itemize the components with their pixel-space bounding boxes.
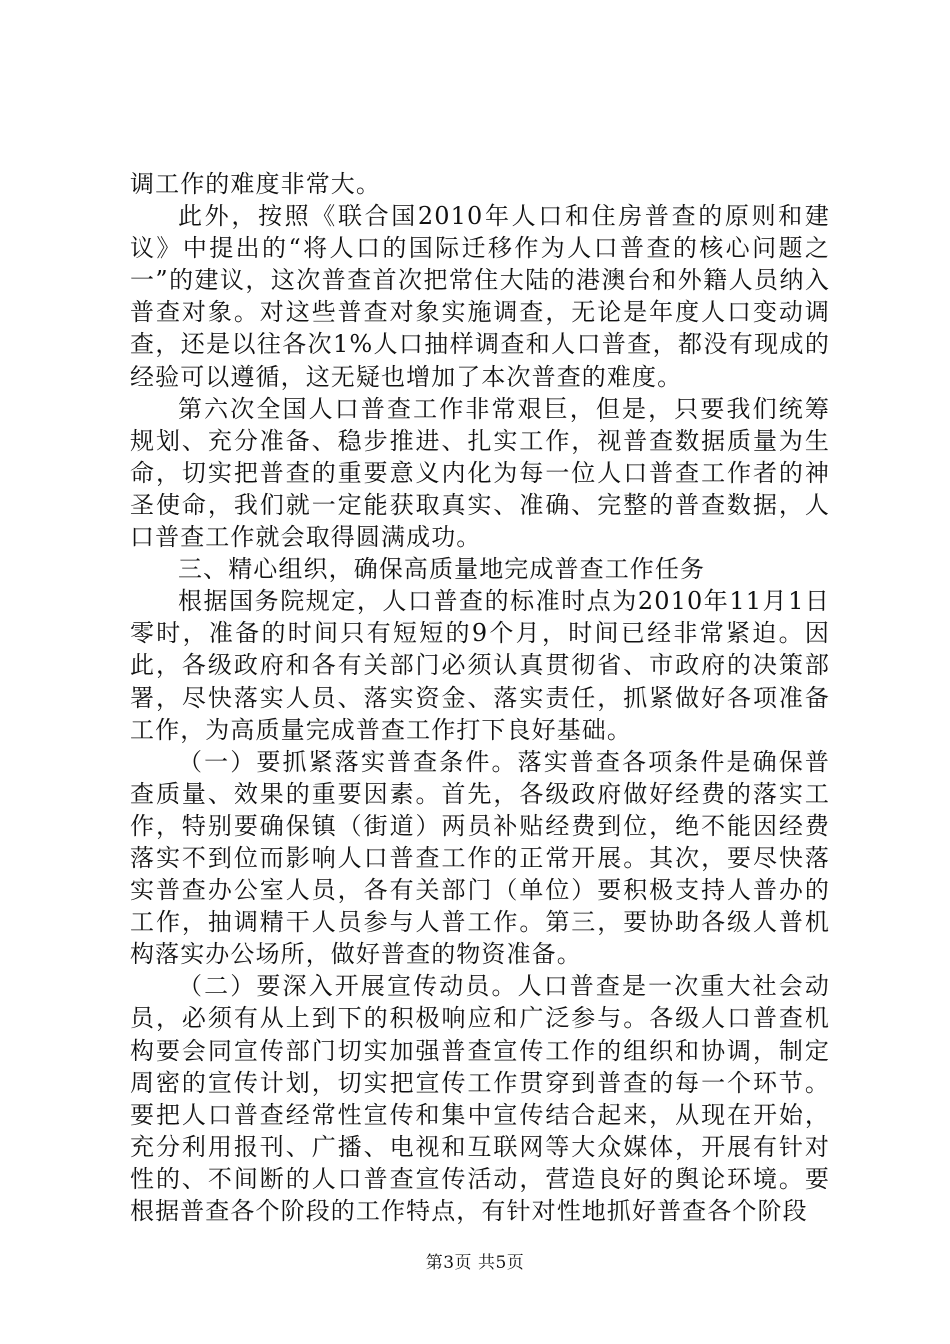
paragraph-continuation: 调工作的难度非常大。 [130, 170, 381, 198]
section-heading-three: 三、精心组织，确保高质量地完成普查工作任务 [178, 555, 706, 584]
paragraph-publicity: （二）要深入开展宣传动员。人口普查是一次重大社会动员，必须有从上到下的积极响应和广泛参与。各级人口普查机构要会同宣传部门切实加强普查宣传工作的组织和协调，制定周密的宣传计划，切实把宣传工作贯穿到普查的每一个环节。要把人口普查经常性宣传和集中宣传结合起来，从现在开始，充分利用报刊、广播、电视和互联网等大众媒体，开展有针对性的、不间断的人口普查宣传活动，营造良好的舆论环境。要根据普查各个阶段的工作特点，有针对性地抓好普查各个阶段 [130, 972, 830, 1225]
paragraph-census-difficulty: 第六次全国人口普查工作非常艰巨，但是，只要我们统筹规划、充分准备、稳步推进、扎实工作，视普查数据质量为生命，切实把普查的重要意义内化为每一位人口普查工作者的神圣使命，我们就一定能获取真实、准确、完整的普查数据，人口普查工作就会取得圆满成功。 [130, 394, 830, 552]
document-body [130, 168, 830, 1227]
paragraph-international-migration: 此外，按照《联合国2010年人口和住房普查的原则和建议》中提出的“将人口的国际迁移作为人口普查的核心问题之一”的建议，这次普查首次把常住大陆的港澳台和外籍人员纳入普查对象。对这些普查对象实施调查，无论是年度人口变动调查，还是以往各次1%人口抽样调查和人口普查，都没有现成的经验可以遵循，这无疑也增加了本次普查的难度。 [130, 202, 830, 391]
paragraph-standard-time: 根据国务院规定，人口普查的标准时点为2010年11月1日零时，准备的时间只有短短的9个月，时间已经非常紧迫。因此，各级政府和各有关部门必须认真贯彻省、市政府的决策部署，尽快落实人员、落实资金、落实责任，抓紧做好各项准备工作，为高质量完成普查工作打下良好基础。 [130, 587, 830, 744]
paragraph-conditions: （一）要抓紧落实普查条件。落实普查各项条件是确保普查质量、效果的重要因素。首先，各级政府做好经费的落实工作，特别要确保镇（街道）两员补贴经费到位，绝不能因经费落实不到位而影响人口普查工作的正常开展。其次，要尽快落实普查办公室人员，各有关部门（单位）要积极支持人普办的工作，抽调精干人员参与人普工作。第三，要协助各级人普机构落实办公场所，做好普查的物资准备。 [130, 747, 830, 969]
page-number-footer: 第3页 共5页 [425, 1253, 525, 1273]
